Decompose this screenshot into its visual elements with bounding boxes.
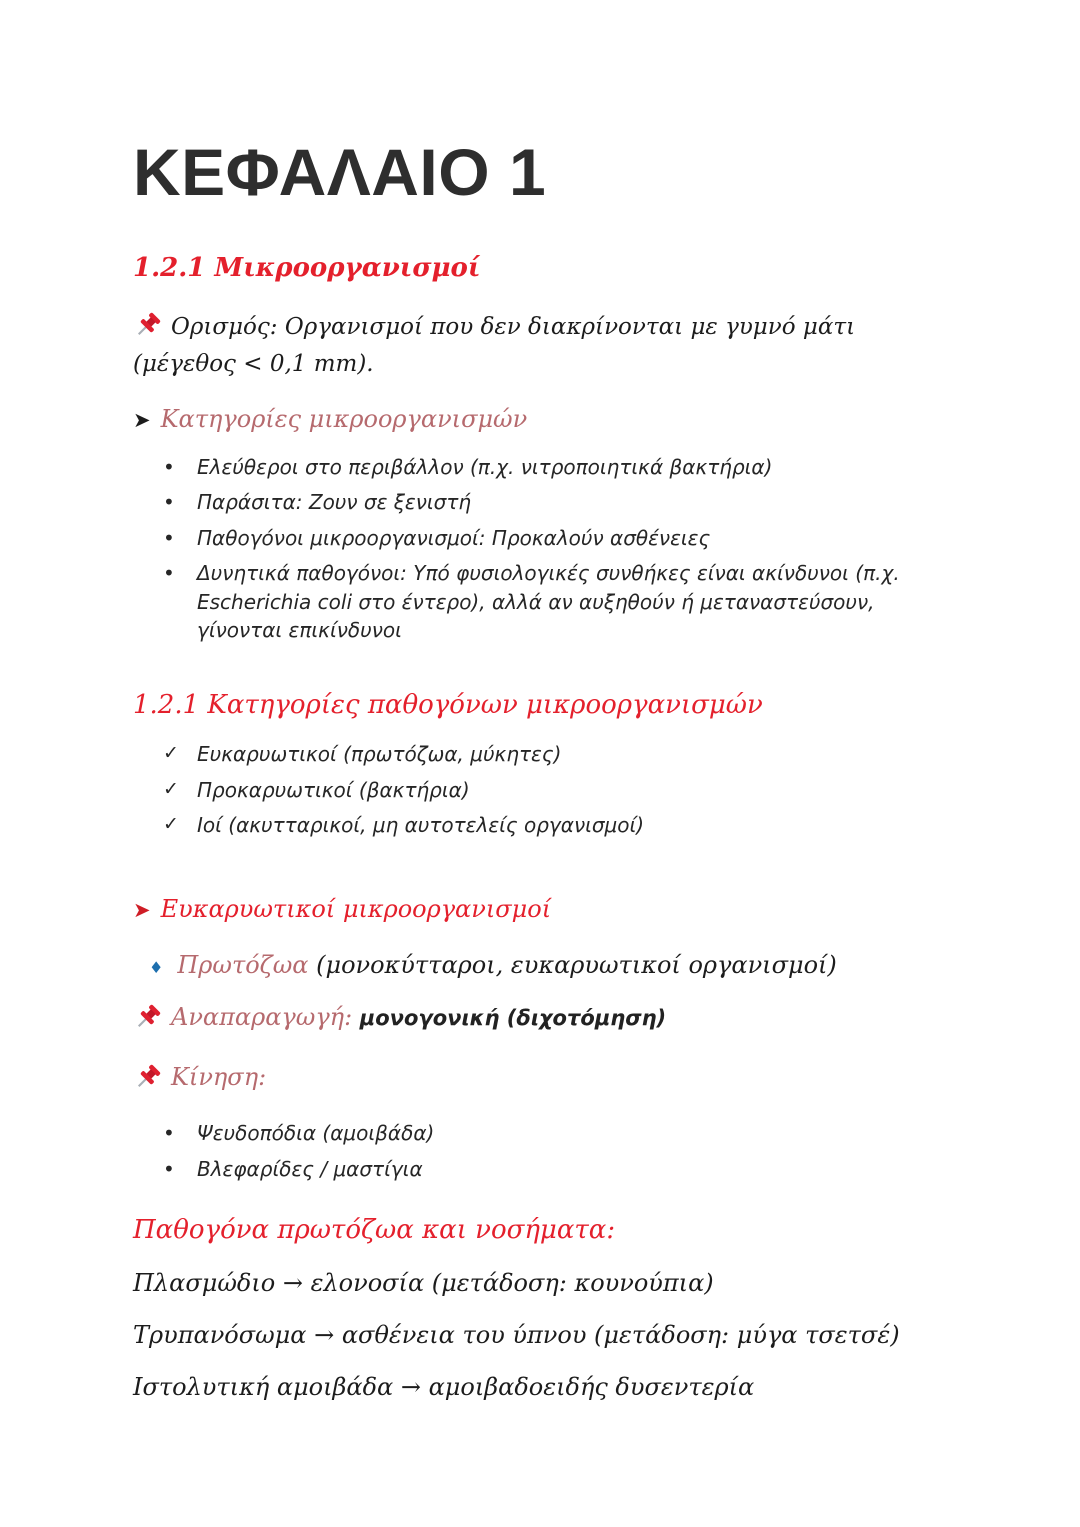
bullet-icon: • [163, 561, 175, 586]
list-item-text: Παθογόνοι μικροοργανισμοί: Προκαλούν ασθένειες [197, 525, 711, 550]
list-item [163, 524, 943, 552]
reproduction-line [133, 999, 960, 1035]
bullet-icon: • [163, 490, 175, 515]
list-item-text: Παράσιτα: Ζουν σε ξενιστή [197, 490, 472, 515]
definition-text: Ορισμός: Οργανισμοί που δεν διακρίνονται με γυμνό μάτι (μέγεθος < 0,1 mm). [133, 314, 856, 377]
pushpin-icon [133, 1062, 163, 1092]
page-title: ΚΕΦΑΛΑΙΟ 1 [133, 135, 547, 209]
list-item-text: Βλεφαρίδες / μαστίγια [197, 1156, 423, 1181]
check-icon: ✓ [163, 777, 179, 800]
list-item [163, 488, 943, 516]
check-item-text: Ευκαρυωτικοί (πρωτόζωα, μύκητες) [197, 742, 562, 767]
protozoa-line [149, 951, 960, 979]
list-item [163, 1119, 943, 1147]
list-item-text: Δυνητικά παθογόνοι: Υπό φυσιολογικές συνθήκες είναι ακίνδυνοι (π.χ. Escherichia coli στο έντερο), αλλά αν αυξηθούν ή μεταναστεύσουν, γίνονται επικίνδυνοι [197, 561, 900, 642]
movement-bullet-list [133, 1119, 960, 1183]
check-item [163, 740, 943, 768]
check-item [163, 811, 943, 839]
term-movement: Κίνηση: [171, 1063, 267, 1092]
subheading-eukaryotic [133, 895, 960, 923]
subheading-eukaryotic-label: Ευκαρυωτικοί μικροοργανισμοί [160, 895, 552, 924]
bullet-icon: • [163, 1121, 175, 1146]
check-item-text: Προκαρυωτικοί (βακτήρια) [197, 777, 470, 802]
check-item-text: Ιοί (ακυτταρικοί, μη αυτοτελείς οργανισμοί) [197, 813, 645, 838]
check-item [163, 776, 943, 804]
disease-line: Ιστολυτική αμοιβάδα → αμοιβαδοειδής δυσεντερία [133, 1373, 755, 1402]
diamond-icon: ♦ [149, 958, 164, 978]
pushpin-icon [133, 310, 163, 340]
heading-pathogenic-protozoa: Παθογόνα πρωτόζωα και νοσήματα: [133, 1215, 616, 1246]
list-item [163, 453, 943, 481]
categories-bullet-list [133, 453, 960, 644]
pushpin-icon [133, 1002, 163, 1032]
movement-line [133, 1059, 960, 1095]
protozoa-text [177, 951, 836, 979]
pathogen-check-list [133, 740, 960, 839]
definition-paragraph [133, 309, 961, 382]
bullet-icon: • [163, 454, 175, 479]
protozoa-description: (μονοκύτταροι, ευκαρυωτικοί οργανισμοί) [316, 951, 837, 980]
term-protozoa: Πρωτόζωα [177, 951, 309, 980]
disease-line: Πλασμώδιο → ελονοσία (μετάδοση: κουνούπια) [133, 1269, 714, 1298]
list-item-text: Ψευδοπόδια (αμοιβάδα) [197, 1121, 435, 1146]
term-reproduction: Αναπαραγωγή: [171, 1003, 353, 1032]
list-item-text: Ελεύθεροι στο περιβάλλον (π.χ. νιτροποιητικά βακτήρια) [197, 454, 773, 479]
section-heading-microorganisms: 1.2.1 Μικροοργανισμοί [133, 253, 481, 284]
check-icon: ✓ [163, 742, 179, 765]
section-heading-pathogen-categories: 1.2.1 Κατηγορίες παθογόνων μικροοργανισμών [133, 690, 763, 721]
arrow-icon: ➤ [133, 898, 151, 923]
bullet-icon: • [163, 525, 175, 550]
list-item [163, 1155, 943, 1183]
list-item [163, 559, 943, 644]
disease-line: Τρυπανόσωμα → ασθένεια του ύπνου (μετάδοση: μύγα τσετσέ) [133, 1321, 900, 1350]
reproduction-value: μονογονική (διχοτόμηση) [359, 1006, 667, 1031]
subheading-categories-label: Κατηγορίες μικροοργανισμών [160, 404, 528, 433]
arrow-icon: ➤ [133, 407, 151, 432]
subheading-categories [133, 405, 960, 433]
bullet-icon: • [163, 1156, 175, 1181]
check-icon: ✓ [163, 813, 179, 836]
